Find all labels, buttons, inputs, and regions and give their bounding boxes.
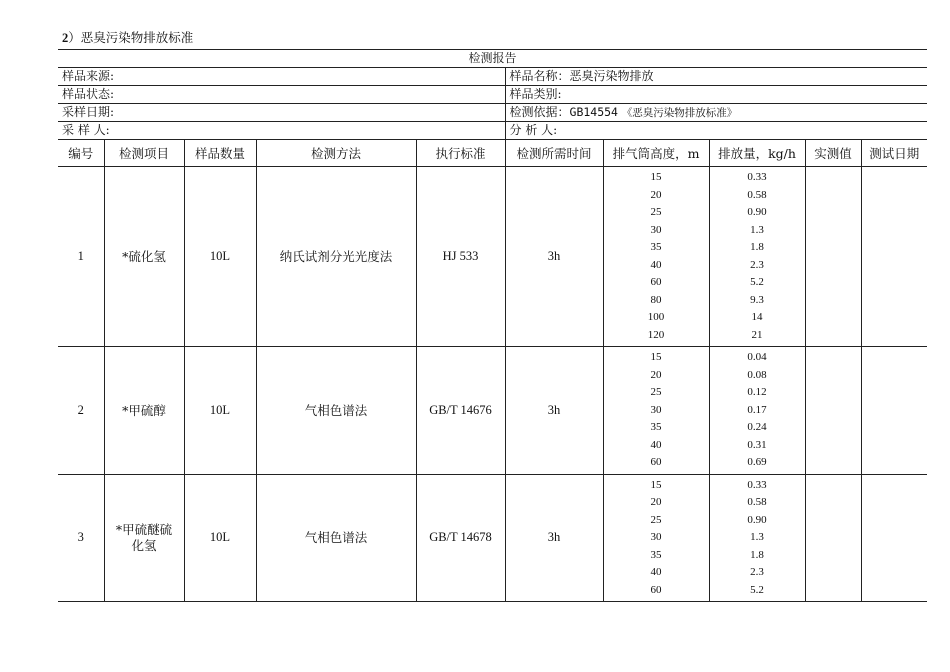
row-qty: 10L bbox=[184, 347, 256, 475]
info-row-people bbox=[58, 122, 927, 140]
report-table bbox=[58, 49, 927, 602]
row-rates bbox=[709, 474, 805, 602]
row-no: 2 bbox=[58, 347, 104, 475]
rate-value: 0.12 bbox=[747, 386, 767, 398]
header-time: 检测所需时间 bbox=[505, 140, 603, 167]
row-item-line2: 化氢 bbox=[131, 537, 157, 553]
height-value: 100 bbox=[647, 311, 665, 323]
height-value: 40 bbox=[650, 438, 662, 451]
rate-value: 21 bbox=[751, 328, 763, 341]
row-method: 气相色谱法 bbox=[256, 474, 416, 602]
rate-value: 0.58 bbox=[747, 188, 767, 201]
height-value: 35 bbox=[650, 548, 662, 561]
rate-value: 1.3 bbox=[750, 223, 764, 236]
rate-value: 0.17 bbox=[747, 403, 767, 416]
header-measured: 实测值 bbox=[805, 140, 861, 167]
table-row bbox=[58, 167, 927, 347]
rate-value: 0.08 bbox=[747, 368, 767, 381]
row-date bbox=[861, 474, 927, 602]
row-heights bbox=[603, 474, 709, 602]
row-method: 纳氏试剂分光光度法 bbox=[256, 167, 416, 347]
sample-source-label: 样品来源: bbox=[58, 68, 505, 86]
row-item: *硫化氢 bbox=[104, 167, 184, 347]
header-standard: 执行标准 bbox=[416, 140, 505, 167]
sample-state-label: 样品状态: bbox=[58, 86, 505, 104]
rate-value: 5.2 bbox=[750, 276, 764, 288]
test-basis-standard: 《恶臭污染物排放标准》 bbox=[621, 106, 738, 119]
row-qty: 10L bbox=[184, 167, 256, 347]
row-rates bbox=[709, 167, 805, 347]
height-value: 30 bbox=[650, 223, 662, 236]
test-basis-label: 检测依据： bbox=[509, 104, 570, 119]
height-value: 20 bbox=[650, 188, 662, 201]
height-value: 60 bbox=[650, 583, 662, 596]
rate-value: 0.04 bbox=[747, 351, 767, 363]
rate-value: 0.31 bbox=[747, 438, 767, 451]
row-no: 3 bbox=[58, 474, 104, 602]
rate-value: 0.90 bbox=[747, 513, 767, 526]
height-value: 40 bbox=[650, 258, 662, 271]
table-row bbox=[58, 347, 927, 475]
header-qty: 样品数量 bbox=[184, 140, 256, 167]
caption-number: 2 bbox=[62, 31, 69, 45]
row-measured bbox=[805, 474, 861, 602]
rate-value: 2.3 bbox=[750, 566, 764, 578]
rate-value: 1.8 bbox=[750, 241, 764, 253]
row-qty: 10L bbox=[184, 474, 256, 602]
height-value: 80 bbox=[650, 293, 662, 306]
rate-value: 9.3 bbox=[750, 293, 764, 306]
rate-value: 0.58 bbox=[747, 496, 767, 508]
row-standard: GB/T 14678 bbox=[416, 474, 505, 602]
analyst-label: 分 析 人: bbox=[505, 122, 927, 140]
height-value: 20 bbox=[650, 496, 662, 508]
height-value: 120 bbox=[647, 328, 665, 341]
row-time: 3h bbox=[505, 167, 603, 347]
header-method: 检测方法 bbox=[256, 140, 416, 167]
row-measured bbox=[805, 167, 861, 347]
rate-value: 0.33 bbox=[747, 171, 767, 183]
row-rates bbox=[709, 347, 805, 475]
height-value: 20 bbox=[650, 368, 662, 381]
row-method: 气相色谱法 bbox=[256, 347, 416, 475]
info-row-state bbox=[58, 86, 927, 104]
header-height: 排气筒高度，m bbox=[603, 140, 709, 167]
rate-value: 0.69 bbox=[747, 456, 767, 468]
sampler-label: 采 样 人: bbox=[58, 122, 505, 140]
height-value: 60 bbox=[650, 276, 662, 288]
row-time: 3h bbox=[505, 474, 603, 602]
sample-category-label: 样品类别: bbox=[505, 86, 927, 104]
page-caption bbox=[62, 30, 193, 46]
report-title: 检测报告 bbox=[58, 50, 927, 68]
header-no: 编号 bbox=[58, 140, 104, 167]
row-measured bbox=[805, 347, 861, 475]
rate-value: 2.3 bbox=[750, 258, 764, 271]
test-basis-cell bbox=[505, 104, 927, 122]
row-heights bbox=[603, 347, 709, 475]
caption-text: ）恶臭污染物排放标准 bbox=[68, 30, 194, 45]
height-value: 30 bbox=[650, 531, 662, 543]
row-date bbox=[861, 167, 927, 347]
height-value: 35 bbox=[650, 421, 662, 433]
header-item: 检测项目 bbox=[104, 140, 184, 167]
height-value: 15 bbox=[650, 351, 662, 363]
height-value: 30 bbox=[650, 403, 662, 416]
row-standard: GB/T 14676 bbox=[416, 347, 505, 475]
height-value: 15 bbox=[650, 171, 662, 183]
table-header-row bbox=[58, 140, 927, 167]
height-value: 40 bbox=[650, 566, 662, 578]
rate-value: 0.90 bbox=[747, 206, 767, 218]
height-value: 25 bbox=[650, 386, 662, 398]
header-rate: 排放量，kg/h bbox=[709, 140, 805, 167]
table-row bbox=[58, 474, 927, 602]
rate-value: 0.24 bbox=[747, 421, 767, 433]
rate-value: 1.8 bbox=[750, 548, 764, 561]
rate-value: 1.3 bbox=[750, 531, 764, 543]
row-item bbox=[104, 474, 184, 602]
info-row-date bbox=[58, 104, 927, 122]
height-value: 25 bbox=[650, 206, 662, 218]
row-item-line1: *甲硫醚硫 bbox=[115, 521, 173, 537]
sampling-date-label: 采样日期: bbox=[58, 104, 505, 122]
row-item: *甲硫醇 bbox=[104, 347, 184, 475]
test-basis-code: GB14554 bbox=[569, 104, 618, 119]
row-time: 3h bbox=[505, 347, 603, 475]
info-row-source bbox=[58, 68, 927, 86]
header-date: 测试日期 bbox=[861, 140, 927, 167]
row-no: 1 bbox=[58, 167, 104, 347]
rate-value: 5.2 bbox=[750, 583, 764, 596]
rate-value: 0.33 bbox=[747, 478, 767, 491]
rate-value: 14 bbox=[751, 311, 763, 323]
height-value: 35 bbox=[650, 241, 662, 253]
row-heights bbox=[603, 167, 709, 347]
height-value: 25 bbox=[650, 513, 662, 526]
row-standard: HJ 533 bbox=[416, 167, 505, 347]
height-value: 60 bbox=[650, 456, 662, 468]
sample-name-label: 样品名称：恶臭污染物排放 bbox=[505, 68, 927, 86]
row-date bbox=[861, 347, 927, 475]
height-value: 15 bbox=[650, 478, 662, 491]
